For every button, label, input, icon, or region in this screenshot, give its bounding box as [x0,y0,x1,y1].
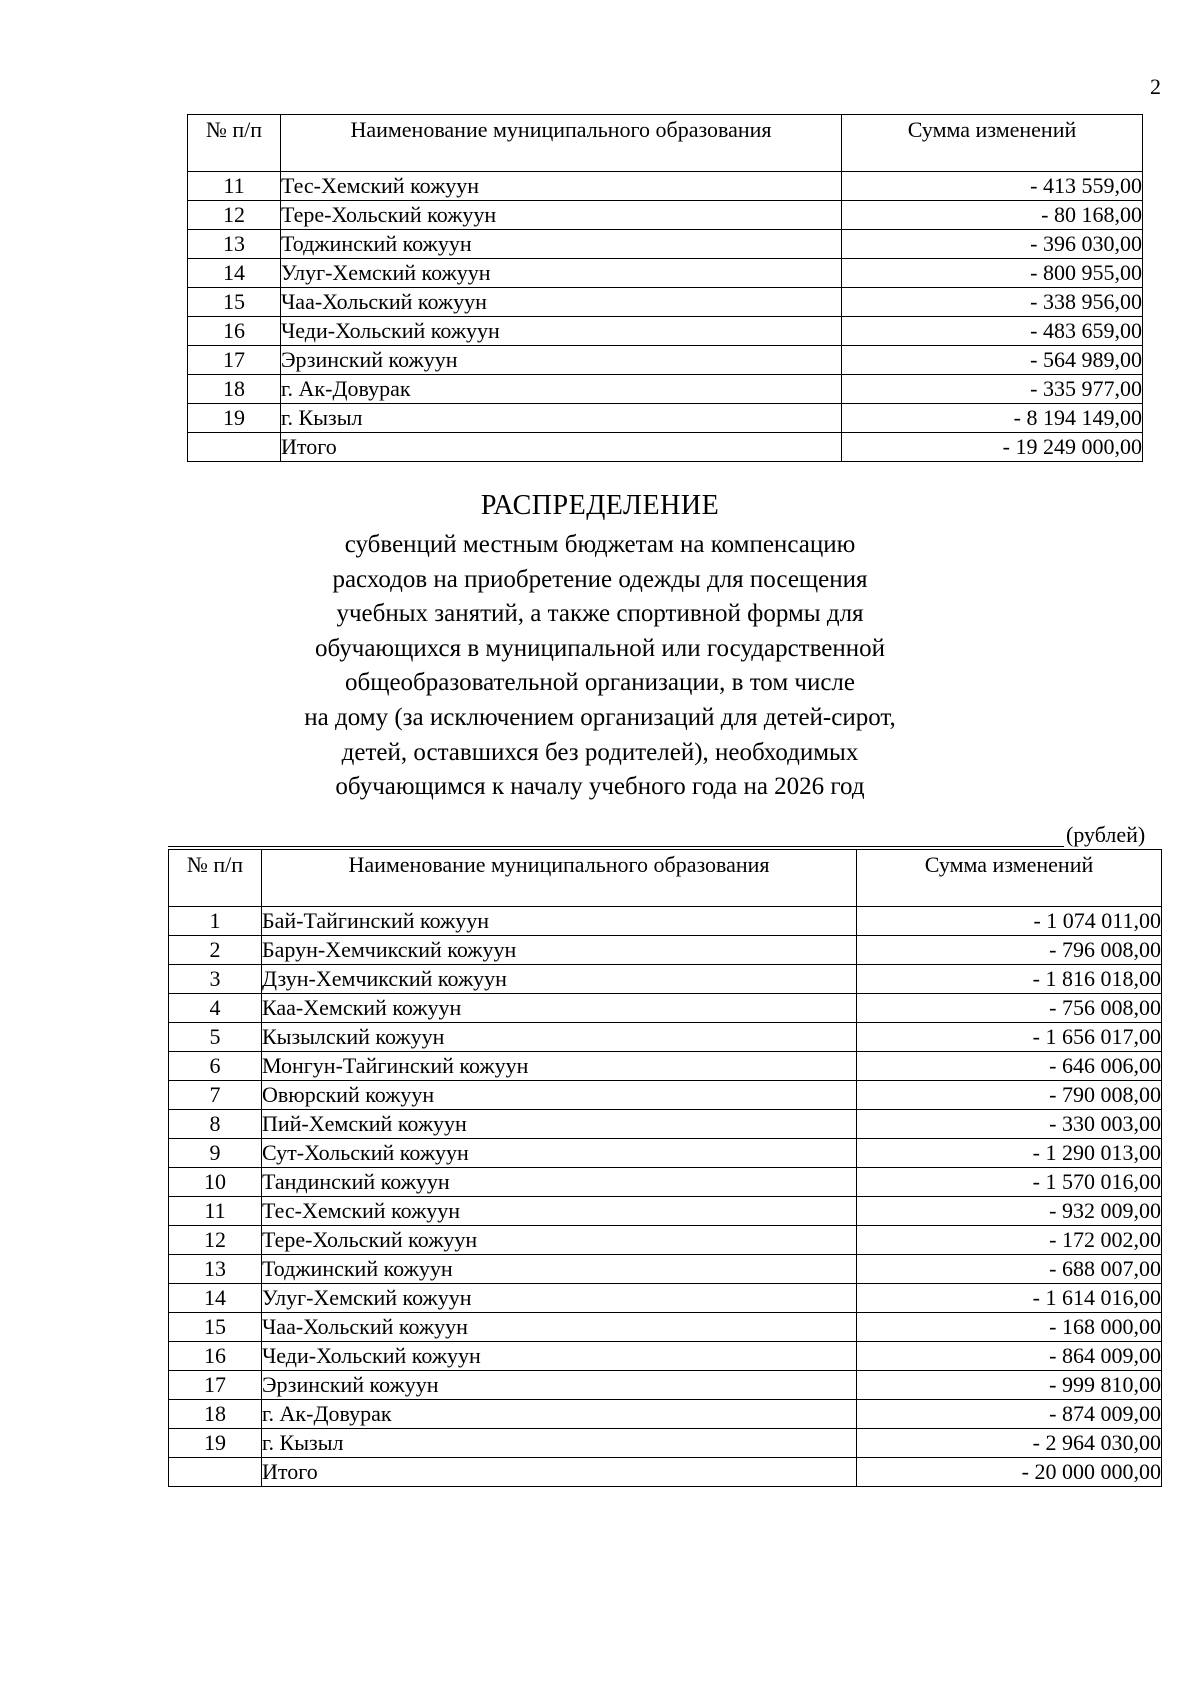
row-municipality: Пий-Хемский кожуун [262,1110,857,1139]
row-number: 8 [169,1110,262,1139]
table-row [188,288,1143,317]
row-number: 13 [188,230,281,259]
row-number: 16 [169,1342,262,1371]
row-amount: - 1 074 011,00 [857,907,1162,936]
row-number: 14 [188,259,281,288]
row-municipality: Тандинский кожуун [262,1168,857,1197]
row-municipality: Улуг-Хемский кожуун [262,1284,857,1313]
row-municipality: Дзун-Хемчикский кожуун [262,965,857,994]
row-municipality: г. Ак-Довурак [281,375,842,404]
row-amount: - 999 810,00 [857,1371,1162,1400]
subtitle-line: общеобразовательной организации, в том числе [344,669,856,697]
row-amount: - 396 030,00 [842,230,1143,259]
row-number: 2 [169,936,262,965]
row-number: 18 [188,375,281,404]
subtitle-line: на дому (за исключением организаций для детей-сирот, [304,703,896,731]
row-municipality: Чаа-Хольский кожуун [281,288,842,317]
row-number: 15 [169,1313,262,1342]
row-amount: - 932 009,00 [857,1197,1162,1226]
row-number: 17 [188,346,281,375]
row-municipality: Тес-Хемский кожуун [281,172,842,201]
table-row [169,1371,1162,1400]
table-header-row [169,850,1162,907]
row-amount: - 1 290 013,00 [857,1139,1162,1168]
row-amount: - 338 956,00 [842,288,1143,317]
row-municipality: г. Кызыл [281,404,842,433]
row-number: 10 [169,1168,262,1197]
table-row [169,1168,1162,1197]
table-row [169,1284,1162,1313]
row-number [188,433,281,462]
row-municipality: Эрзинский кожуун [262,1371,857,1400]
row-number: 3 [169,965,262,994]
row-amount: - 20 000 000,00 [857,1458,1162,1487]
row-number: 9 [169,1139,262,1168]
table-row [188,346,1143,375]
row-number: 6 [169,1052,262,1081]
row-amount: - 8 194 149,00 [842,404,1143,433]
row-amount: - 2 964 030,00 [857,1429,1162,1458]
row-municipality: г. Кызыл [262,1429,857,1458]
table-row [169,1255,1162,1284]
row-amount: - 864 009,00 [857,1342,1162,1371]
row-number: 17 [169,1371,262,1400]
row-municipality: Бай-Тайгинский кожуун [262,907,857,936]
row-number: 11 [169,1197,262,1226]
table-row [169,965,1162,994]
table-row [188,375,1143,404]
header-amount: Сумма изменений [842,115,1143,172]
row-number: 14 [169,1284,262,1313]
row-number: 4 [169,994,262,1023]
header-municipality: Наименование муниципального образования [281,115,842,172]
header-number: № п/п [169,850,262,907]
table-row [169,1110,1162,1139]
row-municipality: Итого [262,1458,857,1487]
row-amount: - 1 570 016,00 [857,1168,1162,1197]
table-row [169,1429,1162,1458]
row-municipality: Чеди-Хольский кожуун [281,317,842,346]
row-number: 12 [188,201,281,230]
row-municipality: Чеди-Хольский кожуун [262,1342,857,1371]
row-amount: - 796 008,00 [857,936,1162,965]
header-municipality: Наименование муниципального образования [262,850,857,907]
row-municipality: Тере-Хольский кожуун [281,201,842,230]
total-row [169,1458,1162,1487]
row-number: 18 [169,1400,262,1429]
row-amount: - 1 656 017,00 [857,1023,1162,1052]
row-amount: - 564 989,00 [842,346,1143,375]
row-amount: - 688 007,00 [857,1255,1162,1284]
table-row [169,1226,1162,1255]
section-title: РАСПРЕДЕЛЕНИЕ [480,490,720,521]
table-row [169,936,1162,965]
row-amount: - 413 559,00 [842,172,1143,201]
row-number: 7 [169,1081,262,1110]
row-amount: - 335 977,00 [842,375,1143,404]
row-number: 16 [188,317,281,346]
table-row [188,172,1143,201]
header-number: № п/п [188,115,281,172]
row-amount: - 874 009,00 [857,1400,1162,1429]
table-row [169,1081,1162,1110]
table-row [169,994,1162,1023]
row-amount: - 756 008,00 [857,994,1162,1023]
unit-underline [168,846,1064,847]
row-amount: - 1 816 018,00 [857,965,1162,994]
subtitle-line: детей, оставшихся без родителей), необходимых [341,738,859,766]
table-row [169,1313,1162,1342]
row-municipality: г. Ак-Довурак [262,1400,857,1429]
row-number: 5 [169,1023,262,1052]
row-number: 19 [169,1429,262,1458]
subtitle-line: обучающихся в муниципальной или государственной [315,634,885,662]
row-amount: - 800 955,00 [842,259,1143,288]
table-row [169,1342,1162,1371]
table-row [188,259,1143,288]
subtitle-line: учебных занятий, а также спортивной формы для [336,600,864,628]
table-row [188,317,1143,346]
unit-label: (рублей) [1066,822,1146,847]
subtitle-line: расходов на приобретение одежды для посещения [332,565,868,593]
table-row [169,1139,1162,1168]
row-amount: - 483 659,00 [842,317,1143,346]
row-number [169,1458,262,1487]
table-row [169,1197,1162,1226]
allocation-table [168,849,1162,1487]
row-municipality: Сут-Хольский кожуун [262,1139,857,1168]
table-row [169,1400,1162,1429]
row-municipality: Улуг-Хемский кожуун [281,259,842,288]
table-row [169,1052,1162,1081]
row-amount: - 330 003,00 [857,1110,1162,1139]
section-subtitle [0,528,1200,805]
table-row [188,404,1143,433]
row-municipality: Эрзинский кожуун [281,346,842,375]
row-amount: - 790 008,00 [857,1081,1162,1110]
table-row [188,230,1143,259]
table-header-row [188,115,1143,172]
row-number: 13 [169,1255,262,1284]
row-municipality: Тоджинский кожуун [281,230,842,259]
table-row [188,201,1143,230]
row-number: 1 [169,907,262,936]
row-amount: - 19 249 000,00 [842,433,1143,462]
row-municipality: Монгун-Тайгинский кожуун [262,1052,857,1081]
table-row [169,1023,1162,1052]
row-municipality: Чаа-Хольский кожуун [262,1313,857,1342]
row-number: 15 [188,288,281,317]
row-amount: - 168 000,00 [857,1313,1162,1342]
row-municipality: Барун-Хемчикский кожуун [262,936,857,965]
row-municipality: Овюрский кожуун [262,1081,857,1110]
header-amount: Сумма изменений [857,850,1162,907]
row-amount: - 172 002,00 [857,1226,1162,1255]
subtitle-line: обучающимся к началу учебного года на 2026 год [335,773,865,801]
row-municipality: Тере-Хольский кожуун [262,1226,857,1255]
page-number: 2 [1150,74,1161,99]
total-row [188,433,1143,462]
subtitle-line: субвенций местным бюджетам на компенсацию [344,531,856,558]
row-municipality: Тес-Хемский кожуун [262,1197,857,1226]
row-number: 12 [169,1226,262,1255]
row-municipality: Тоджинский кожуун [262,1255,857,1284]
row-amount: - 646 006,00 [857,1052,1162,1081]
row-number: 11 [188,172,281,201]
table-row [169,907,1162,936]
row-municipality: Каа-Хемский кожуун [262,994,857,1023]
row-amount: - 80 168,00 [842,201,1143,230]
row-amount: - 1 614 016,00 [857,1284,1162,1313]
row-municipality: Итого [281,433,842,462]
row-municipality: Кызылский кожуун [262,1023,857,1052]
row-number: 19 [188,404,281,433]
allocation-table-continued [187,114,1143,462]
